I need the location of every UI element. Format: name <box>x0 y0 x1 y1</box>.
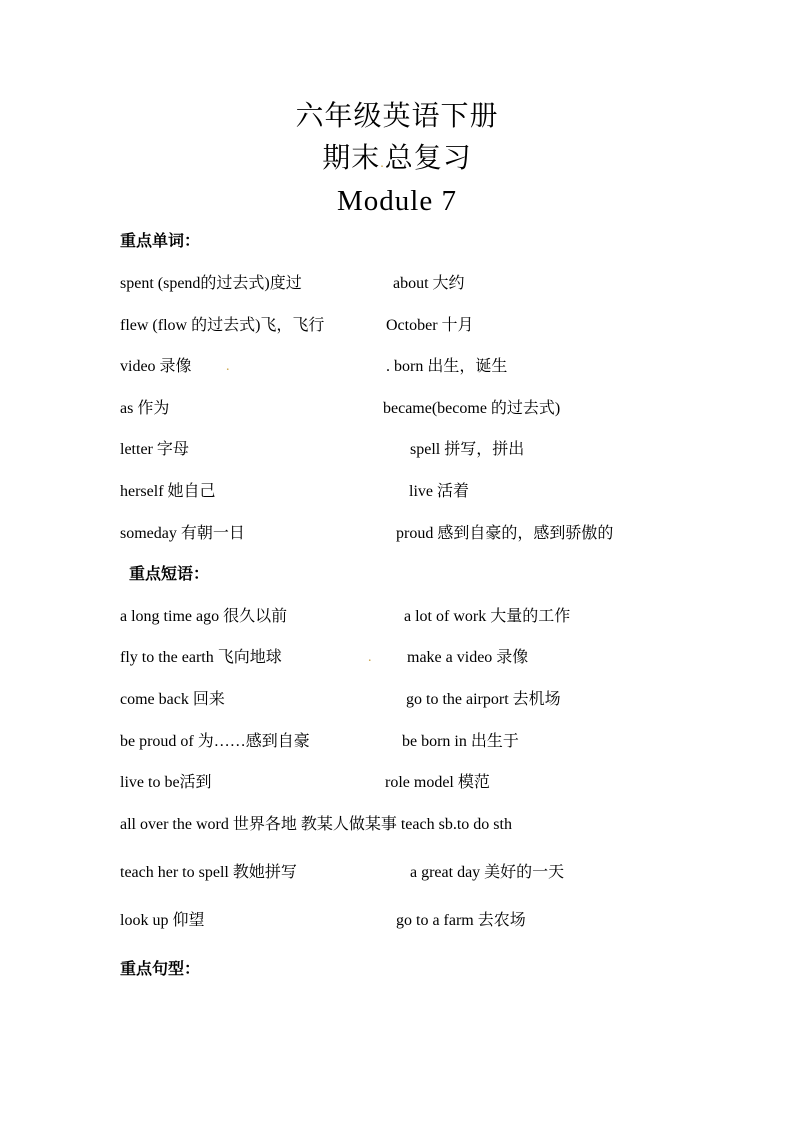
subtitle-part-b: 总复习 <box>384 143 472 174</box>
word-left: herself 她自己 <box>120 483 216 500</box>
stray-dot: . <box>368 650 372 665</box>
phrase-row <box>0 647 794 669</box>
word-row <box>0 439 794 461</box>
phrase-left: be proud of 为……感到自豪 <box>120 733 310 750</box>
word-row <box>0 315 794 337</box>
word-left: flew (flow 的过去式)飞，飞行 <box>120 317 325 334</box>
phrase-right: go to a farm 去农场 <box>396 912 526 929</box>
phrase-left: come back 回来 <box>120 691 225 708</box>
phrase-left: fly to the earth 飞向地球 <box>120 649 282 666</box>
phrase-right: make a video 录像 <box>407 649 529 666</box>
word-right: became(become 的过去式) <box>383 400 561 417</box>
word-right: spell 拼写，拼出 <box>410 441 525 458</box>
phrase-right: be born in 出生于 <box>402 733 519 750</box>
phrase-right: a lot of work 大量的工作 <box>404 608 571 625</box>
word-row <box>0 398 794 420</box>
phrase-left: all over the word 世界各地 教某人做某事 teach sb.to do sth <box>120 816 512 833</box>
phrase-row <box>0 772 794 794</box>
phrase-left: look up 仰望 <box>120 912 205 929</box>
word-right: . born 出生，诞生 <box>386 358 508 375</box>
stray-dot: . <box>226 359 230 374</box>
phrase-left: live to be活到 <box>120 774 212 791</box>
word-right: October 十月 <box>386 317 474 334</box>
word-row <box>0 273 794 295</box>
phrase-left: teach her to spell 教她拼写 <box>120 864 297 881</box>
doc-subtitle <box>0 142 794 181</box>
word-row <box>0 481 794 503</box>
phrase-row <box>0 606 794 628</box>
sentences-heading: 重点句型： <box>120 961 201 978</box>
word-row <box>0 356 794 378</box>
word-left: spent (spend的过去式)度过 <box>120 275 302 292</box>
subtitle-part-a: 期末 <box>322 143 381 174</box>
phrase-row <box>0 814 794 836</box>
phrase-row <box>0 731 794 753</box>
phrase-row <box>0 910 794 932</box>
subtitle-dot: . <box>380 156 385 171</box>
phrase-row <box>0 862 794 884</box>
phrase-left: a long time ago 很久以前 <box>120 608 288 625</box>
doc-title: 六年级英语下册 <box>295 101 499 132</box>
word-left: as 作为 <box>120 400 170 417</box>
module-title: Module 7 <box>337 185 457 217</box>
phrase-row <box>0 689 794 711</box>
word-right: about 大约 <box>393 275 465 292</box>
word-left: someday 有朝一日 <box>120 525 245 542</box>
word-left: letter 字母 <box>120 441 189 458</box>
word-left: video 录像 <box>120 358 192 375</box>
word-right: live 活着 <box>409 483 469 500</box>
phrase-right: a great day 美好的一天 <box>410 864 565 881</box>
words-heading: 重点单词： <box>120 233 201 250</box>
phrase-right: role model 模范 <box>385 774 490 791</box>
word-right: proud 感到自豪的，感到骄傲的 <box>396 525 614 542</box>
word-row <box>0 523 794 545</box>
phrases-heading: 重点短语： <box>129 566 210 583</box>
phrase-right: go to the airport 去机场 <box>406 691 561 708</box>
